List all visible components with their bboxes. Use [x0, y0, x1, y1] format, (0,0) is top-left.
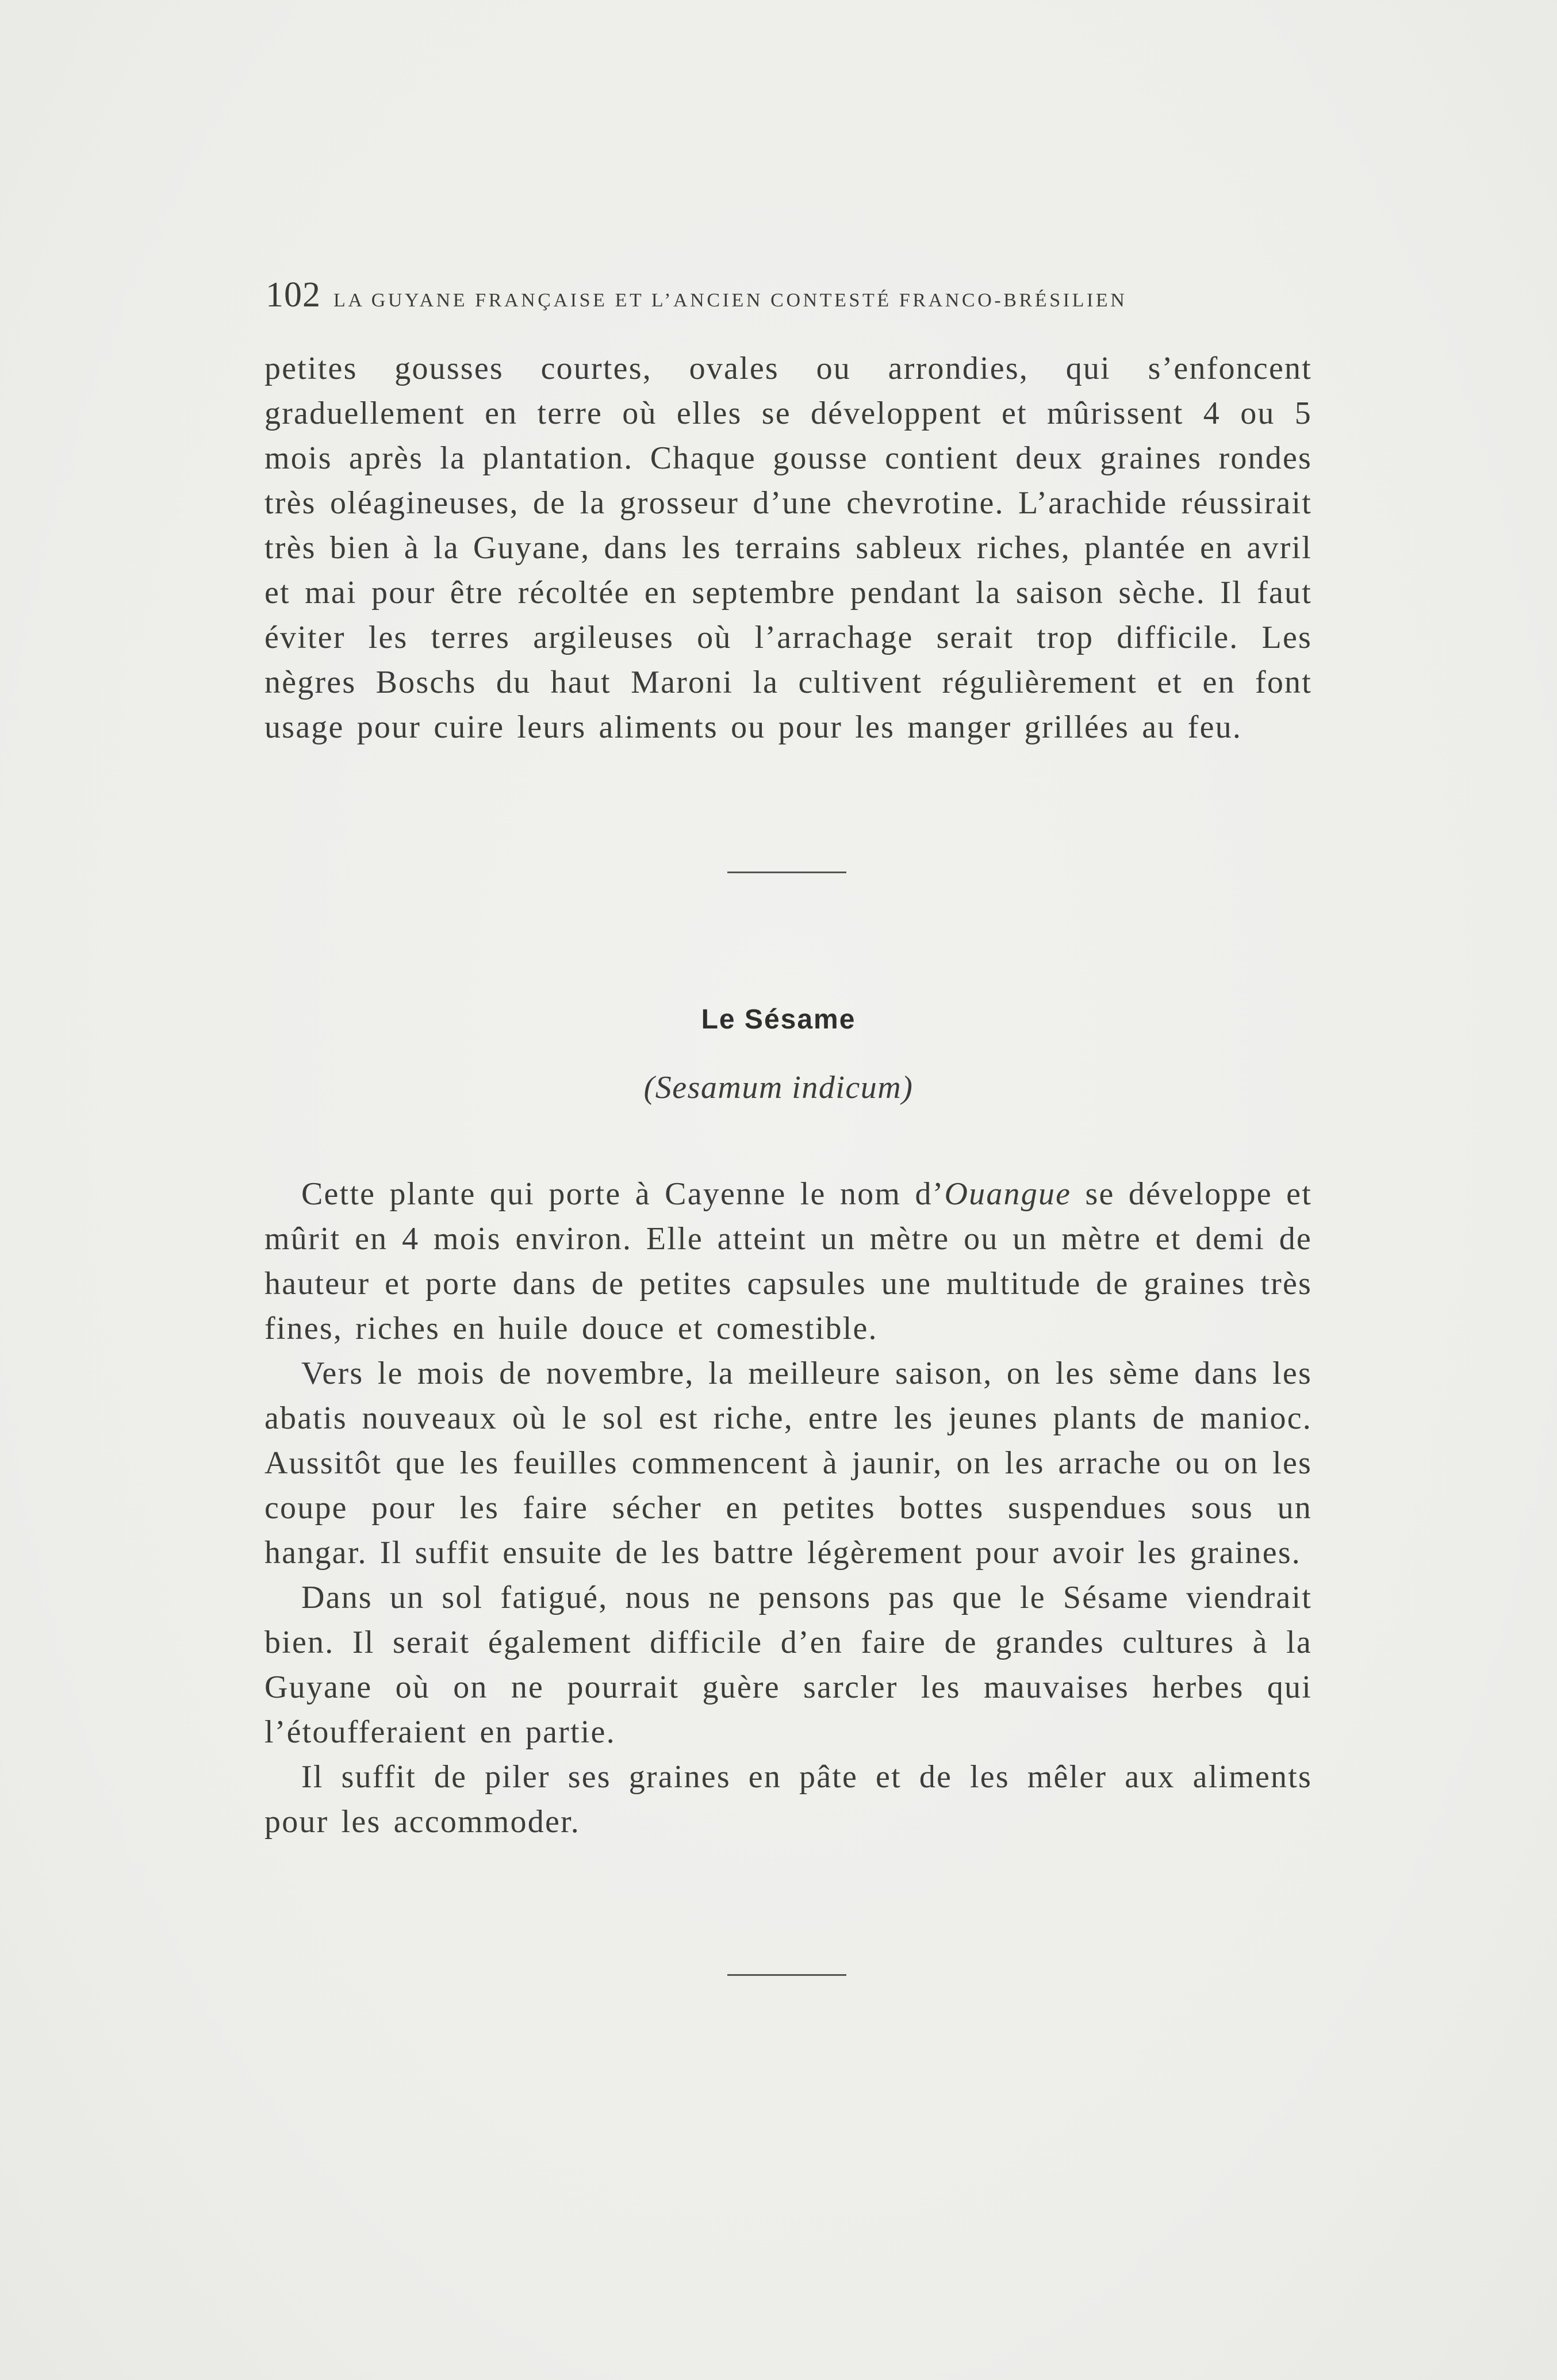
end-divider [727, 1974, 846, 1976]
page-header [266, 275, 1312, 321]
continued-paragraph [264, 346, 1312, 750]
paragraph-text: se développe et mûrit en 4 mois environ. Elle atteint un mètre ou un mètre et demi de hauteur et porte dans de petites capsules une multitude de graines très fines, riches en huile douce et comestible. [264, 1176, 1312, 1346]
running-head: LA GUYANE FRANÇAISE ET L’ANCIEN CONTESTÉ FRANCO-BRÉSILIEN [333, 290, 1128, 311]
page-number: 102 [266, 275, 321, 314]
paragraph-arachide: petites gousses courtes, ovales ou arrondies, qui s’enfoncent graduellement en terre où elles se développent et mûrissent 4 ou 5 mois après la plantation. Chaque gousse contient deux graines rondes très oléagineuses, de la grosseur d’une chevrotine. L’arachide réussirait très bien à la Guyane, dans les terrains sableux riches, plantée en avril et mai pour être récoltée en septembre pendant la saison sèche. Il faut éviter les terres argileuses où l’arrachage serait trop difficile. Les nègres Boschs du haut Maroni la cultivent régulièrement et en font usage pour cuire leurs aliments ou pour les manger grillées au feu. [264, 351, 1312, 745]
paragraph-text: Cette plante qui porte à Cayenne le nom d’ [301, 1176, 945, 1212]
section-divider [727, 872, 846, 873]
paragraph-sesame-1 [264, 1172, 1312, 1351]
paragraph-sesame-4: Il suffit de piler ses graines en pâte et de les mêler aux aliments pour les accommoder. [264, 1759, 1312, 1840]
italic-term: Ouangue [944, 1176, 1072, 1212]
paragraph-sesame-2: Vers le mois de novembre, la meilleure saison, on les sème dans les abatis nouveaux où le sol est riche, entre les jeunes plants de manioc. Aussitôt que les feuilles commencent à jaunir, on les arrache ou on les coupe pour les faire sécher en petites bottes suspendues sous un hangar. Il suffit ensuite de les battre légèrement pour avoir les graines. [264, 1356, 1312, 1571]
section-subtitle: (Sesamum indicum) [643, 1070, 914, 1105]
paragraph-sesame-3: Dans un sol fatigué, nous ne pensons pas que le Sésame viendrait bien. Il serait également difficile d’en faire de grandes cultures à la Guyane où on ne pourrait guère sarcler les mauvaises herbes qui l’étoufferaient en partie. [264, 1580, 1312, 1750]
section-title: Le Sésame [701, 1004, 856, 1035]
section-body [264, 1172, 1312, 1844]
